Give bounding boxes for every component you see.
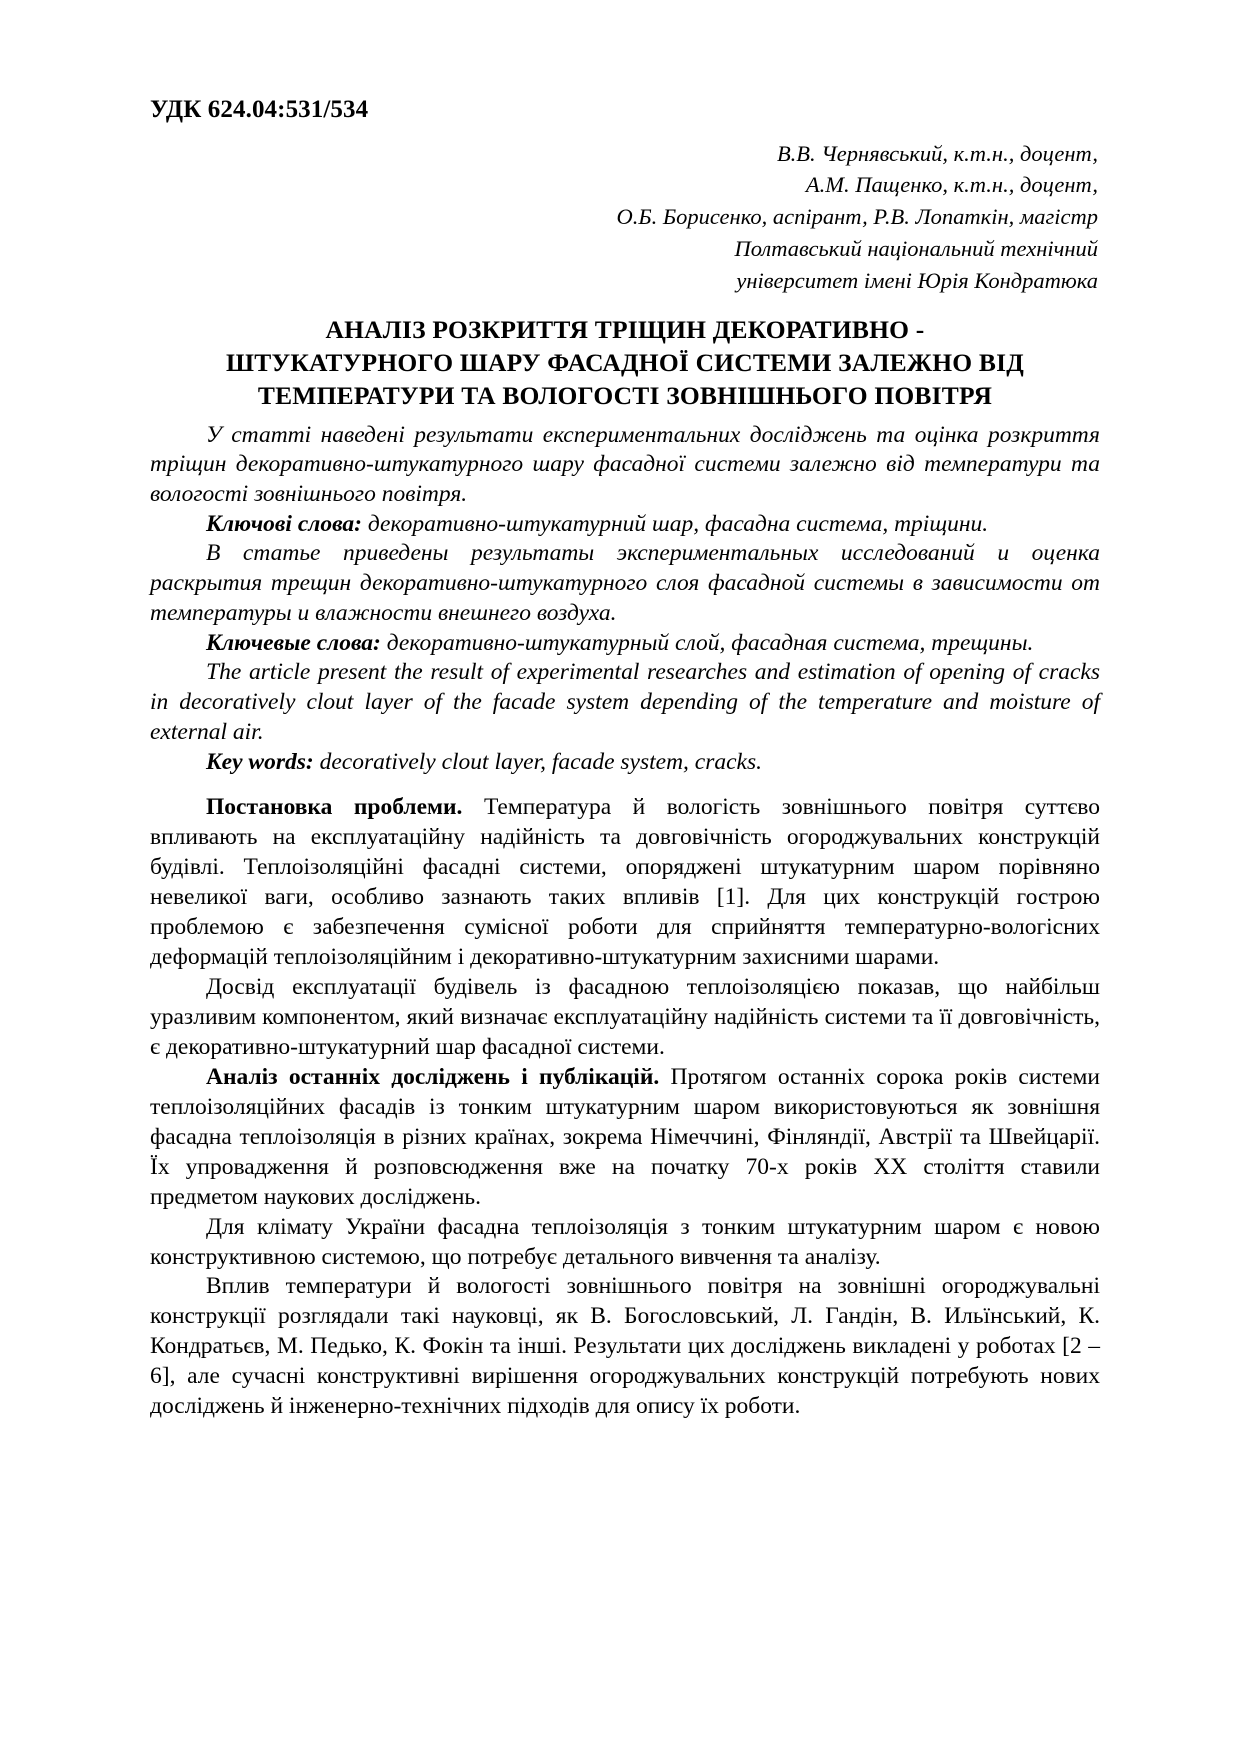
section-text: Температура й вологість зовнішнього повітря суттєво впливають на експлуатаційну надійність та довговічність огороджувальних конструкцій будівлі. Теплоізоляційні фасадні системи, опоряджені штукатурним шаром порівняно невеликої ваги, особливо зазнають таких впливів [1]. Для цих конструкцій гострою проблемою є забезпечення сумісної роботи для сприйняття температурно-вологісних деформацій теплоізоляційним і декоративно-штукатурним захисними шарами. <box>150 794 1100 970</box>
keywords-ukrainian-text: декоративно-штукатурний шар, фасадна система, тріщини. <box>362 510 989 537</box>
abstract-english: The article present the result of experimental researches and estimation of opening of cracks in decoratively clout layer of the facade system depending of the temperature and moisture of external air. <box>150 659 1100 745</box>
section-text: Вплив температури й вологості зовнішнього повітря на зовнішні огороджувальні конструкції розглядали такі науковці, як В. Богословський, Л. Гандін, В. Ильїнський, К. Кондратьєв, М. Педько, К. Фокін та інші. Результати цих досліджень викладені у роботах [2 – 6], але сучасні конструктивні вирішення огороджувальних конструкцій потребують нових досліджень й інженерно-технічних підходів для опису їх роботи. <box>150 1273 1100 1420</box>
abstract-ukrainian: У статті наведені результати експериментальних досліджень та оцінка розкриття тріщин декоративно-штукатурного шару фасадної системи залежно від температури та вологості зовнішнього повітря. <box>150 421 1100 508</box>
section-paragraph <box>150 1063 1100 1213</box>
section-heading: Аналіз останніх досліджень і публікацій. <box>206 1063 660 1090</box>
section-text: Для клімату України фасадна теплоізоляція з тонким штукатурним шаром є новою конструктивною системою, що потребує детального вивчення та аналізу. <box>150 1213 1100 1270</box>
title-line: ТЕМПЕРАТУРИ ТА ВОЛОГОСТІ ЗОВНІШНЬОГО ПОВІТРЯ <box>257 381 993 411</box>
section-paragraph <box>150 1272 1100 1422</box>
title-line: ШТУКАТУРНОГО ШАРУ ФАСАДНОЇ СИСТЕМИ ЗАЛЕЖНО ВІД <box>226 348 1024 378</box>
section-text: Протягом останніх сорока років системи теплоізоляційних фасадів із тонким штукатурним шаром використовуються як зовнішня фасадна теплоізоляція в різних країнах, зокрема Німеччині, Фінляндії, Австрії та Швейцарії. Їх упровадження й розповсюдження вже на початку 70-х років XX століття ставили предметом наукових досліджень. <box>150 1063 1101 1210</box>
page-title <box>150 313 1100 412</box>
keywords-english-text: decoratively clout layer, facade system, cracks. <box>313 748 763 775</box>
affiliation-line: університет імені Юрія Кондратюка <box>736 268 1098 294</box>
author-line: О.Б. Борисенко, аспірант, Р.В. Лопаткін, магістр <box>616 204 1098 230</box>
section-heading: Постановка проблеми. <box>206 794 463 821</box>
section-spacer <box>150 777 1100 793</box>
keywords-russian <box>150 629 1100 659</box>
keywords-ukrainian-label: Ключові слова: <box>206 510 362 537</box>
affiliation-line: Полтавський національний технічний <box>734 236 1098 262</box>
title-line: АНАЛІЗ РОЗКРИТТЯ ТРІЩИН ДЕКОРАТИВНО - <box>325 315 925 345</box>
section-text: Досвід експлуатації будівель із фасадною теплоізоляцією показав, що найбільш уразливим компонентом, який визначає експлуатаційну надійність системи та її довговічність, є декоративно-штукатурний шар фасадної системи. <box>150 973 1100 1060</box>
author-line: В.В. Чернявський, к.т.н., доцент, <box>776 140 1098 166</box>
keywords-ukrainian <box>150 510 1100 540</box>
section-paragraph <box>150 973 1100 1063</box>
section-paragraph <box>150 793 1100 973</box>
udc-code: УДК 624.04:531/534 <box>150 96 369 123</box>
keywords-russian-label: Ключевые слова: <box>206 629 381 656</box>
author-block <box>150 138 1100 298</box>
author-line: А.М. Пащенко, к.т.н., доцент, <box>805 172 1098 198</box>
section-paragraph <box>150 1213 1100 1273</box>
keywords-english <box>150 748 1100 778</box>
keywords-english-label: Key words: <box>206 748 314 775</box>
abstract-russian: В статье приведены результаты экспериментальных исследований и оценка раскрытия трещин декоративно-штукатурного слоя фасадной системы в зависимости от температуры и влажности внешнего воздуха. <box>150 540 1100 626</box>
keywords-russian-text: декоративно-штукатурный слой, фасадная система, трещины. <box>380 629 1034 656</box>
